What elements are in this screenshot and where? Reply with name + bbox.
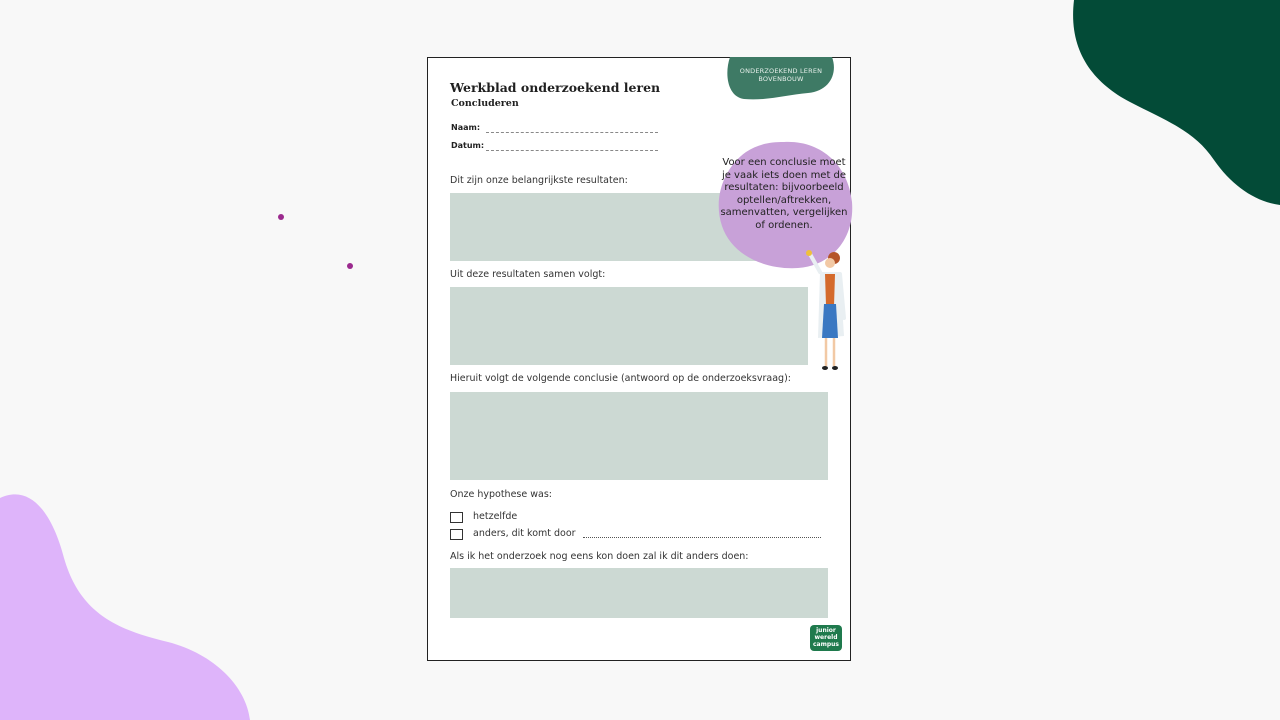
name-label: Naam: [451,123,481,132]
date-label: Datum: [451,141,485,150]
improvement-question: Als ik het onderzoek nog eens kon doen zal ik dit anders doen: [450,551,749,562]
conclusion-question: Hieruit volgt de volgende conclusie (antwoord op de onderzoeksvraag): [450,373,791,384]
checkbox-same[interactable] [450,512,463,523]
accent-dot [347,263,353,269]
worksheet-title: Werkblad onderzoekend leren [450,80,661,95]
combined-answer-box[interactable] [450,287,808,365]
lilac-decorative-blob [0,490,260,720]
name-field[interactable] [486,132,658,133]
option-same-label: hetzelfde [473,511,518,522]
worksheet-subtitle: Concluderen [451,98,519,109]
option-different-label: anders, dit komt door [473,528,576,539]
reason-fill-line[interactable] [583,537,821,538]
conclusion-answer-box[interactable] [450,392,828,480]
improvement-answer-box[interactable] [450,568,828,618]
category-tag: ONDERZOEKEND LEREN BOVENBOUW [739,67,823,83]
green-decorative-blob [1060,0,1280,210]
checkbox-different[interactable] [450,529,463,540]
worksheet-page [427,57,851,661]
accent-dot [278,214,284,220]
tip-text: Voor een conclusie moet je vaak iets doen met de resultaten: bijvoorbeeld optellen/aftrekken, samenvatten, vergelijken of ordenen. [720,157,848,231]
combined-question: Uit deze resultaten samen volgt: [450,269,606,280]
date-field[interactable] [486,150,658,151]
hypothesis-question: Onze hypothese was: [450,489,552,500]
scientist-illustration [806,248,848,376]
results-question: Dit zijn onze belangrijkste resultaten: [450,175,628,186]
campus-logo: junior wereld campus [813,627,839,648]
